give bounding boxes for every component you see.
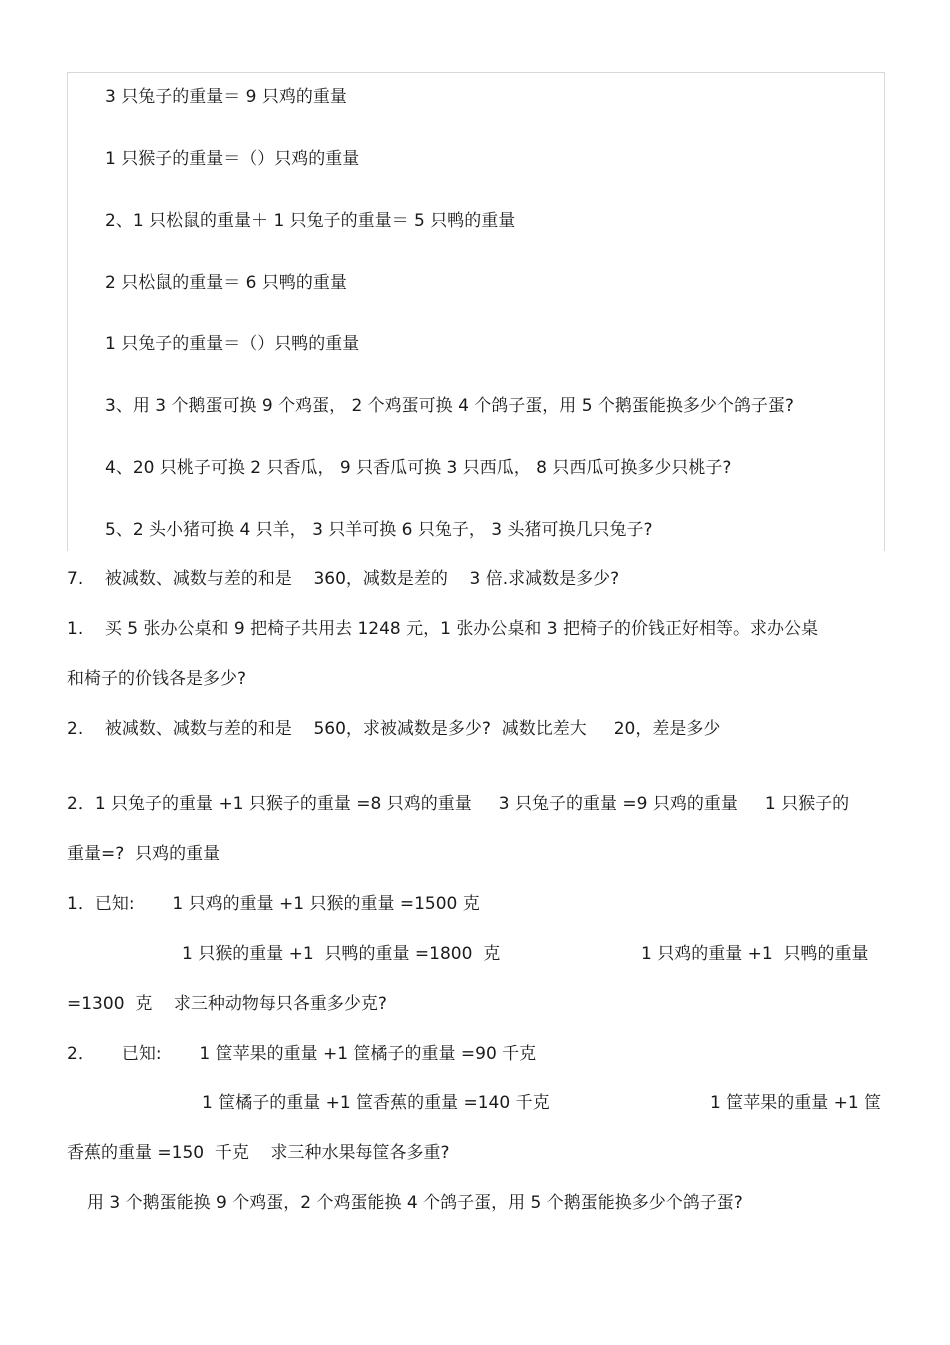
problem-fruit-question: 香蕉的重量 =150 千克 求三种水果每筐各多重? xyxy=(67,1143,450,1163)
problem-eggs: 用 3 个鹅蛋能换 9 个鸡蛋，2 个鸡蛋能换 4 个鸽子蛋，用 5 个鹅蛋能换多少个鸽子蛋? xyxy=(87,1193,743,1213)
box-line-3: 2、1 只松鼠的重量＋ 1 只兔子的重量＝ 5 只鸭的重量 xyxy=(105,211,516,231)
problem-desk-chair-cont: 和椅子的价钱各是多少? xyxy=(67,669,247,689)
problem-animals-question: =1300 克 求三种动物每只各重多少克? xyxy=(67,994,387,1014)
box-line-4: 2 只松鼠的重量＝ 6 只鸭的重量 xyxy=(105,273,347,293)
problem-fruit-eq2: 1 筐橘子的重量 +1 筐香蕉的重量 =140 千克 xyxy=(202,1093,550,1113)
boxed-problem-section xyxy=(67,72,885,551)
problem-animals-known: 1．已知: 1 只鸡的重量 +1 只猴的重量 =1500 克 xyxy=(67,894,480,914)
problem-fruit-eq3: 1 筐苹果的重量 +1 筐 xyxy=(710,1093,882,1113)
box-line-1: 3 只兔子的重量＝ 9 只鸡的重量 xyxy=(105,87,347,107)
problem-minuend: 2. 被减数、减数与差的和是 560，求被减数是多少? 减数比差大 20，差是多少 xyxy=(67,719,721,739)
problem-rabbit-monkey: 2．1 只兔子的重量 +1 只猴子的重量 =8 只鸡的重量 3 只兔子的重量 =9 只鸡的重量 1 只猴子的 xyxy=(67,794,850,814)
problem-desk-chair: 1. 买 5 张办公桌和 9 把椅子共用去 1248 元，1 张办公桌和 3 把椅子的价钱正好相等。求办公桌 xyxy=(67,619,818,639)
box-line-7: 4、20 只桃子可换 2 只香瓜， 9 只香瓜可换 3 只西瓜， 8 只西瓜可换多少只桃子? xyxy=(105,458,732,478)
problem-animals-eq3: 1 只鸡的重量 +1 只鸭的重量 xyxy=(641,944,869,964)
problem-7: 7. 被减数、减数与差的和是 360，减数是差的 3 倍.求减数是多少? xyxy=(67,569,620,589)
problem-rabbit-monkey-cont: 重量=? 只鸡的重量 xyxy=(67,844,221,864)
box-line-6: 3、用 3 个鹅蛋可换 9 个鸡蛋， 2 个鸡蛋可换 4 个鸽子蛋，用 5 个鹅蛋能换多少个鸽子蛋? xyxy=(105,396,794,416)
box-line-8: 5、2 头小猪可换 4 只羊， 3 只羊可换 6 只兔子， 3 头猪可换几只兔子? xyxy=(105,520,653,540)
box-line-2: 1 只猴子的重量＝（）只鸡的重量 xyxy=(105,149,360,169)
problem-fruit-known: 2． 已知: 1 筐苹果的重量 +1 筐橘子的重量 =90 千克 xyxy=(67,1044,537,1064)
problem-animals-eq2: 1 只猴的重量 +1 只鸭的重量 =1800 克 xyxy=(182,944,501,964)
box-line-5: 1 只兔子的重量＝（）只鸭的重量 xyxy=(105,334,360,354)
